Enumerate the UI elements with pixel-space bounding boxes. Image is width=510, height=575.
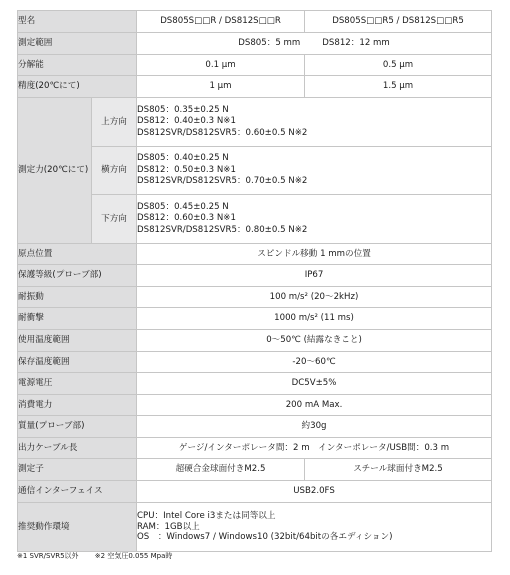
model-standard: DS805S□□R / DS812S□□R	[137, 11, 305, 33]
row-pc	[18, 503, 492, 552]
origin-value: スピンドル移動 1 mmの位置	[137, 244, 492, 265]
op-temp-label: 使用温度範囲	[18, 330, 137, 352]
tip-steel: スチール球面付きM2.5	[305, 459, 492, 481]
protection-value: IP67	[137, 265, 492, 287]
row-model	[18, 11, 492, 33]
row-tip	[18, 459, 492, 481]
row-origin	[18, 244, 492, 265]
op-temp-value: 0～50℃ (結露なきこと)	[137, 330, 492, 352]
mass-value: 約30g	[137, 416, 492, 438]
force-down-line: DS812SVR/DS812SVR5：0.80±0.5 N※2	[137, 224, 308, 235]
pc-values	[137, 503, 492, 552]
mass-label: 質量(プローブ部)	[18, 416, 137, 438]
pc-label: 推奨動作環境	[18, 503, 137, 552]
footnote-1: ※1 SVR/SVR5以外	[17, 552, 79, 560]
row-cable	[18, 438, 492, 459]
accuracy-standard: 1 µm	[137, 76, 305, 98]
power-value: 200 mA Max.	[137, 395, 492, 416]
force-up-line: DS812：0.40±0.3 N※1	[137, 116, 236, 127]
row-shock	[18, 308, 492, 330]
row-mass	[18, 416, 492, 438]
force-side-line: DS812：0.50±0.3 N※1	[137, 164, 236, 175]
resolution-standard: 0.1 µm	[137, 55, 305, 76]
storage-temp-label: 保存温度範囲	[18, 352, 137, 373]
force-down-line: DS805：0.45±0.25 N	[137, 201, 229, 212]
force-up-line: DS812SVR/DS812SVR5：0.60±0.5 N※2	[137, 127, 308, 138]
cable-label: 出力ケーブル長	[18, 438, 137, 459]
force-down-label: 下方向	[92, 195, 137, 244]
protection-label: 保護等級(プローブ部)	[18, 265, 137, 287]
storage-temp-value: -20～60℃	[137, 352, 492, 373]
accuracy-label: 精度(20℃にて)	[18, 76, 137, 98]
vibration-value: 100 m/s² (20～2kHz)	[137, 287, 492, 308]
vibration-label: 耐振動	[18, 287, 137, 308]
force-down-values	[137, 195, 492, 244]
origin-label: 原点位置	[18, 244, 137, 265]
resolution-r5: 0.5 µm	[305, 55, 492, 76]
accuracy-r5: 1.5 µm	[305, 76, 492, 98]
tip-label: 測定子	[18, 459, 137, 481]
shock-value: 1000 m/s² (11 ms)	[137, 308, 492, 330]
row-vibration	[18, 287, 492, 308]
interface-label: 通信インターフェイス	[18, 481, 137, 503]
range-value	[137, 33, 492, 55]
row-storage-temp	[18, 352, 492, 373]
voltage-value: DC5V±5%	[137, 373, 492, 395]
force-side-line: DS805：0.40±0.25 N	[137, 153, 229, 164]
resolution-label: 分解能	[18, 55, 137, 76]
pc-cpu: CPU：Intel Core i3または同等以上	[137, 511, 276, 522]
row-force-up	[18, 98, 492, 147]
force-up-line: DS805：0.35±0.25 N	[137, 104, 229, 115]
tip-carbide: 超硬合金球面付きM2.5	[137, 459, 305, 481]
interface-value: USB2.0FS	[137, 481, 492, 503]
shock-label: 耐衝撃	[18, 308, 137, 330]
row-interface	[18, 481, 492, 503]
power-label: 消費電力	[18, 395, 137, 416]
row-resolution	[18, 55, 492, 76]
range-ds812: DS812：12 mm	[322, 38, 390, 49]
row-accuracy	[18, 76, 492, 98]
range-label: 測定範囲	[18, 33, 137, 55]
force-side-values	[137, 147, 492, 195]
footnotes	[17, 551, 172, 561]
model-label: 型名	[18, 11, 137, 33]
pc-ram: RAM：1GB以上	[137, 521, 200, 532]
pc-os: OS ：Windows7 / Windows10 (32bit/64bitの各エディション)	[137, 532, 393, 543]
row-range	[18, 33, 492, 55]
force-side-label: 横方向	[92, 147, 137, 195]
force-side-line: DS812SVR/DS812SVR5：0.70±0.5 N※2	[137, 176, 308, 187]
force-label: 測定力(20℃にて)	[18, 98, 92, 244]
cable-value: ゲージ/インターポレータ間：2 m インターポレータ/USB間：0.3 m	[137, 438, 492, 459]
model-r5: DS805S□□R5 / DS812S□□R5	[305, 11, 492, 33]
footnote-2: ※2 空気圧0.055 Mpa時	[94, 552, 173, 560]
voltage-label: 電源電圧	[18, 373, 137, 395]
row-op-temp	[18, 330, 492, 352]
row-protection	[18, 265, 492, 287]
row-power	[18, 395, 492, 416]
force-up-label: 上方向	[92, 98, 137, 147]
force-up-values	[137, 98, 492, 147]
range-ds805: DS805：5 mm	[238, 38, 301, 49]
force-down-line: DS812：0.60±0.3 N※1	[137, 213, 236, 224]
spec-table	[17, 10, 492, 552]
row-voltage	[18, 373, 492, 395]
